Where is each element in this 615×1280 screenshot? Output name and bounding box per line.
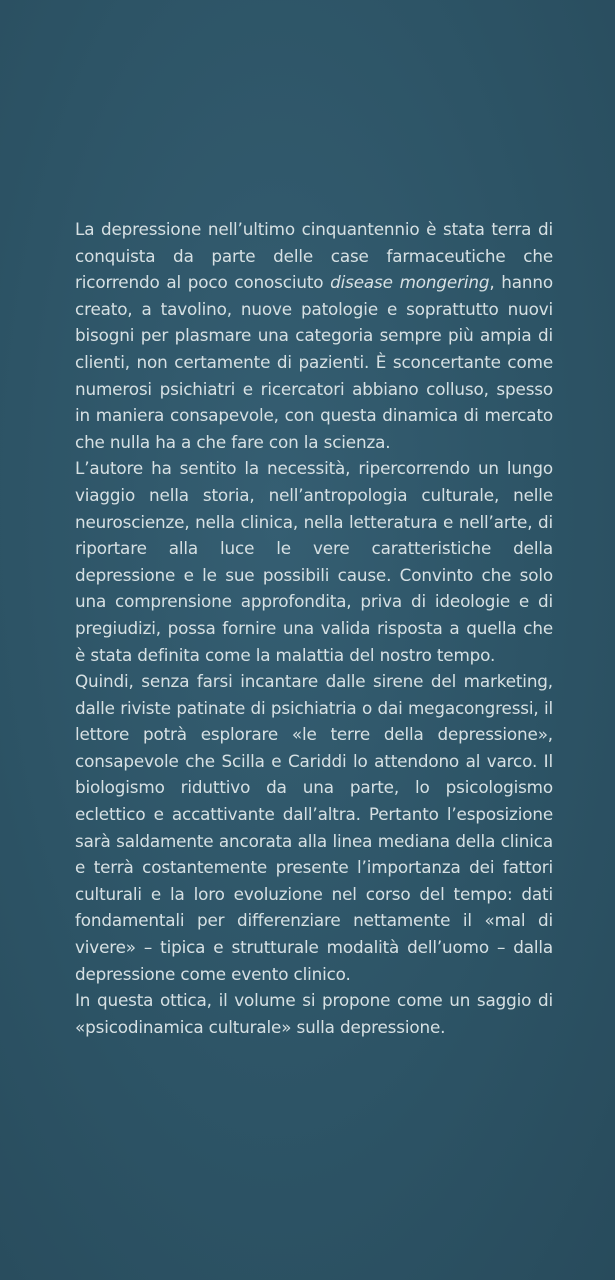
blurb-paragraph-3: Quindi, senza farsi incantare dalle sirene del marketing, dalle riviste patinate di psichiatria o dai megacongressi, il lettore potrà esplorare «le terre della depressione», consapevole che Scilla e Cariddi lo attendono al varco. Il biologismo riduttivo da una parte, lo psicologismo eclettico e accattivante dall’altra. Pertanto l’esposizione sarà saldamente ancorata alla linea mediana della clinica e terrà costantemente presente l’importanza dei fattori culturali e la loro evoluzione nel corso del tempo: dati fondamentali per differenziare nettamente il «mal di vivere» – tipica e strutturale modalità dell’uomo – dalla depressione come evento clinico.: [75, 671, 553, 984]
blurb-paragraph-2: L’autore ha sentito la necessità, ripercorrendo un lungo viaggio nella storia, nell’antropologia culturale, nelle neuroscienze, nella clinica, nella letteratura e nell’arte, di riportare alla luce le vere caratteristiche della depressione e le sue possibili cause. Convinto che solo una comprensione approfondita, priva di ideologie e di pregiudizi, possa fornire una valida risposta a quella che è stata definita come la malattia del nostro tempo.: [75, 458, 553, 665]
blurb-text: [75, 216, 553, 1040]
blurb-paragraph-4: In questa ottica, il volume si propone come un saggio di «psicodinamica culturale» sulla depressione.: [75, 990, 553, 1037]
paragraph-1-before: La depressione nell’ultimo cinquantennio è stata terra di conquista da parte delle case farmaceutiche che ricorrendo al poco conosciuto: [75, 219, 553, 293]
blurb-paragraph-1: [75, 216, 553, 455]
paragraph-1-after: , hanno creato, a tavolino, nuove patologie e soprattutto nuovi bisogni per plasmare una categoria sempre più ampia di clienti, non certamente di pazienti. È sconcertante come numerosi psichiatri e ricercatori abbiano colluso, spesso in maniera consapevole, con questa dinamica di mercato che nulla ha a che fare con la scienza.: [75, 272, 553, 452]
paragraph-1-emphasis: disease mongering: [330, 272, 490, 293]
